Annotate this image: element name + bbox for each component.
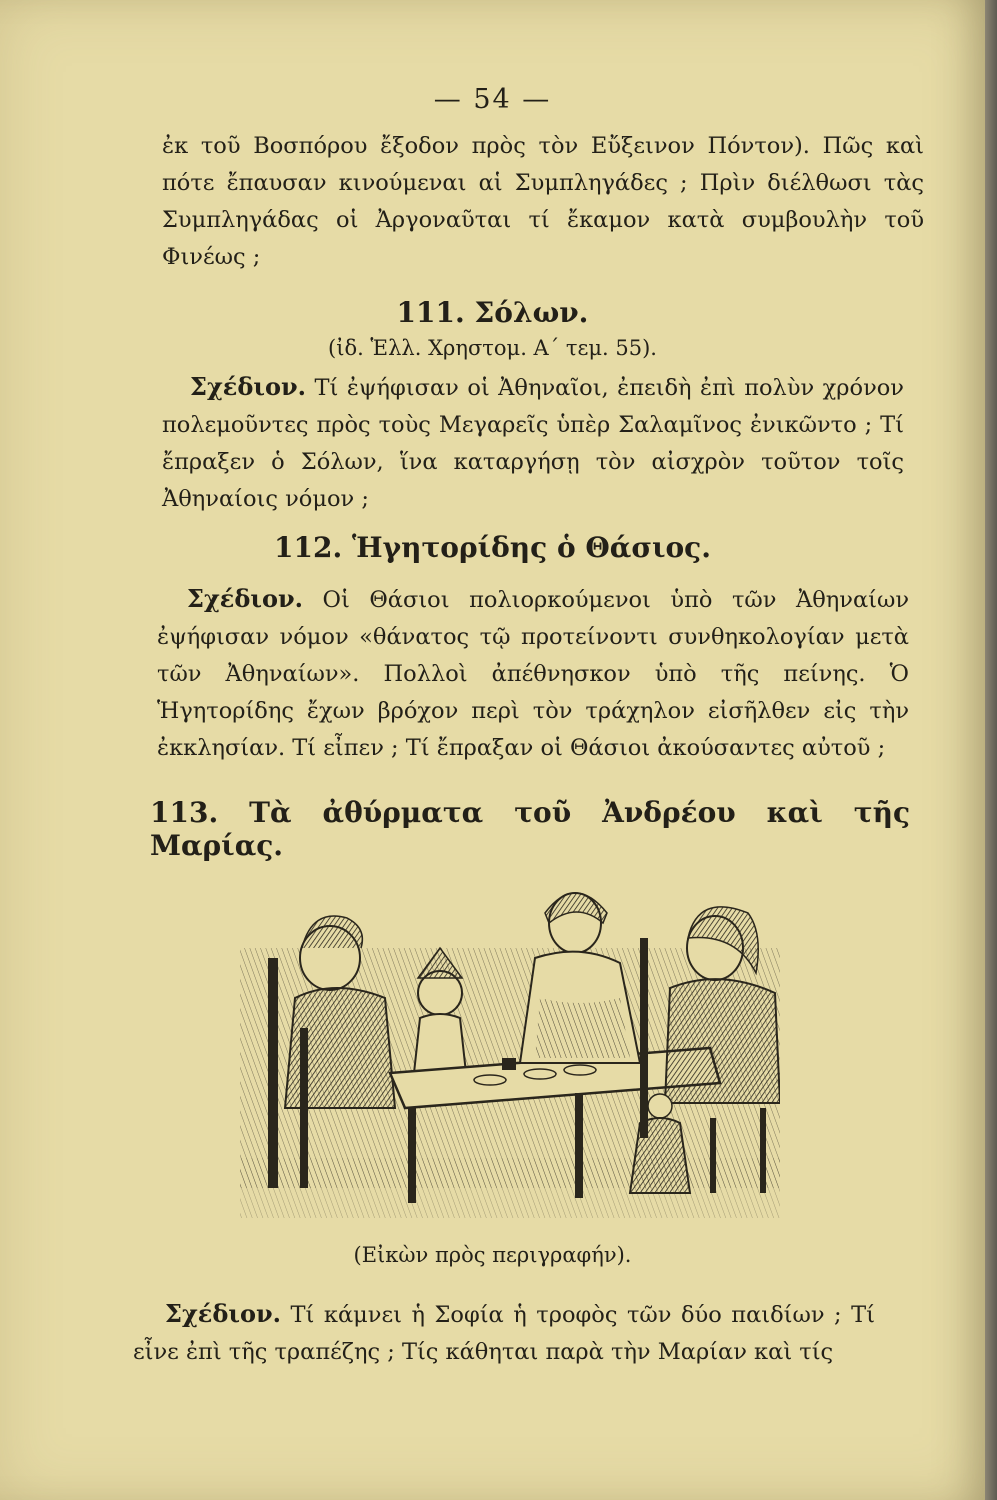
intro-text: ἐκ τοῦ Βοσπόρου ἔξοδον πρὸς τὸν Εὔξεινον Πόντον). Πῶς καὶ πότε ἔπαυσαν κινούμεναι αἱ Συμπληγάδες ; Πρὶν διέλθωσι τὰς Συμπληγάδας οἱ Ἀργοναῦται τί ἔκαμον κατὰ συμβουλὴν τοῦ Φινέως ; <box>162 133 924 270</box>
section-111-heading: 111. Σόλων. <box>396 296 589 329</box>
section-111-paragraph <box>162 368 904 518</box>
intro-paragraph <box>162 128 924 276</box>
illustration-caption: (Εἰκὼν πρὸς περιγραφήν). <box>353 1243 632 1267</box>
section-113-lead: Σχέδιον. <box>165 1299 281 1328</box>
section-113-heading: 113. Τὰ ἀθύρματα τοῦ Ἀνδρέου καὶ τῆς Μαρίας. <box>150 796 910 862</box>
engraving-illustration <box>240 878 780 1218</box>
section-112-paragraph <box>157 580 909 767</box>
section-112-lead: Σχέδιον. <box>187 584 303 613</box>
section-111-text: Τί ἐψήφισαν οἱ Ἀθηναῖοι, ἐπειδὴ ἐπὶ πολὺν χρόνον πολεμοῦντες πρὸς τοὺς Μεγαρεῖς ὑπὲρ Σαλαμῖνος ἐνικῶντο ; Τί ἔπραξεν ὁ Σόλων, ἵνα καταργήσῃ τὸν αἰσχρὸν τοῦτον τοῖς Ἀθηναίοις νόμον ; <box>162 375 904 512</box>
page-edge <box>985 0 997 1500</box>
page-number: — 54 — <box>433 84 552 115</box>
section-111-reference: (ἰδ. Ἑλλ. Χρηστομ. Α΄ τεμ. 55). <box>328 336 657 360</box>
section-113-paragraph <box>133 1295 875 1371</box>
section-111-lead: Σχέδιον. <box>190 372 306 401</box>
section-112-heading: 112. Ἡγητορίδης ὁ Θάσιος. <box>274 531 711 564</box>
section-113-text: Τί κάμνει ἡ Σοφία ἡ τροφὸς τῶν δύο παιδίων ; Τί εἶνε ἐπὶ τῆς τραπέζης ; Τίς κάθηται παρὰ τὴν Μαρίαν καὶ τίς <box>133 1302 875 1365</box>
section-112-text: Οἱ Θάσιοι πολιορκούμενοι ὑπὸ τῶν Ἀθηναίων ἐψήφισαν νόμον «θάνατος τῷ προτείνοντι συνθηκολογίαν μετὰ τῶν Ἀθηναίων». Πολλοὶ ἀπέθνησκον ὑπὸ τῆς πείνης. Ὁ Ἡγητορίδης ἔχων βρόχον περὶ τὸν τράχηλον εἰσῆλθεν εἰς τὴν ἐκκλησίαν. Τί εἶπεν ; Τί ἔπραξαν οἱ Θάσιοι ἀκούσαντες αὐτοῦ ; <box>157 587 909 761</box>
